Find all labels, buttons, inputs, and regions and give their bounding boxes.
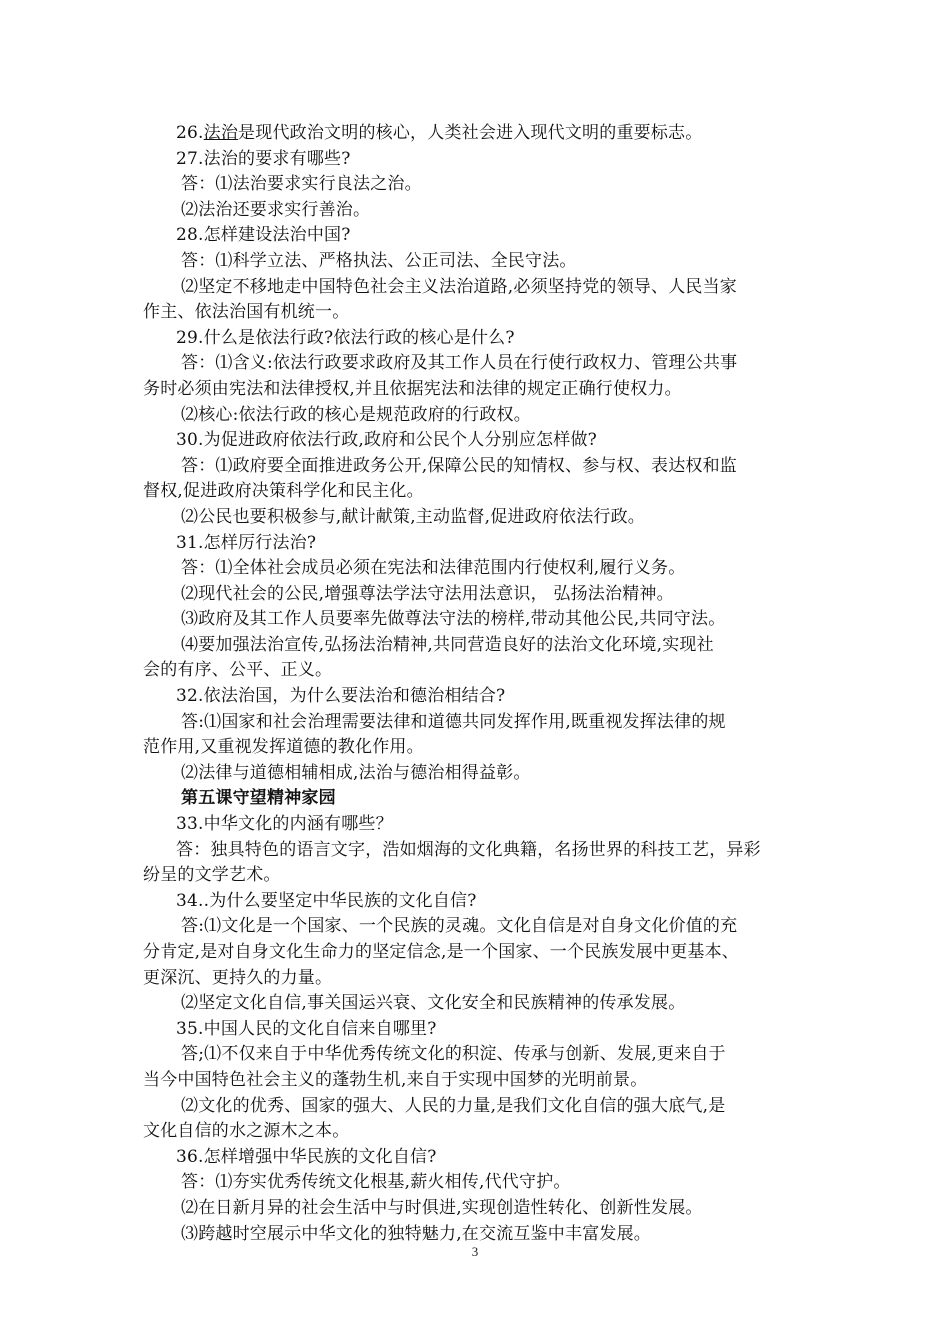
answer-line: ⑵公民也要积极参与,献计献策,主动监督,促进政府依法行政。	[181, 506, 646, 527]
question-line: 28.怎样建设法治中国?	[176, 225, 351, 246]
answer-line: 作主、依法治国有机统一。	[143, 302, 350, 323]
answer-line: 答：⑴科学立法、严格执法、公正司法、全民守法。	[181, 250, 577, 271]
answer-line: 答：⑴政府要全面推进政务公开,保障公民的知情权、参与权、表达权和监	[181, 455, 738, 476]
answer-line: ⑵核心:依法行政的核心是规范政府的行政权。	[181, 404, 531, 425]
question-line: 34..为什么要坚定中华民族的文化自信?	[176, 890, 477, 911]
answer-line: 会的有序、公平、正义。	[143, 660, 333, 681]
answer-line: 务时必须由宪法和法律授权,并且依据宪法和法律的规定正确行使权力。	[143, 378, 682, 399]
question-text: 是现代政治文明的核心，人类社会进入现代文明的重要标志。	[238, 123, 703, 143]
answer-line: 答：独具特色的语言文字，浩如烟海的文化典籍，名扬世界的科技工艺，异彩	[176, 839, 761, 860]
question-line: 27.法治的要求有哪些?	[176, 148, 351, 169]
question-line: 33.中华文化的内涵有哪些？	[176, 814, 393, 835]
answer-line: 答;⑴不仅来自于中华优秀传统文化的积淀、传承与创新、发展,更来自于	[181, 1044, 726, 1065]
answer-line: 范作用,又重视发挥道德的教化作用。	[143, 737, 424, 758]
text-body	[143, 121, 813, 1247]
answer-line: 答：⑴含义:依法行政要求政府及其工作人员在行使行政权力、管理公共事	[181, 353, 738, 374]
answer-line: ⑶跨越时空展示中华文化的独特魅力,在交流互鉴中丰富发展。	[181, 1223, 652, 1244]
answer-line: 分肯定,是对自身文化生命力的坚定信念,是一个国家、一个民族发展中更基本、	[143, 942, 740, 962]
answer-line: ⑵在日新月异的社会生活中与时俱进,实现创造性转化、创新性发展。	[181, 1197, 703, 1218]
answer-line: ⑵坚定不移地走中国特色社会主义法治道路,必须坚持党的领导、人民当家	[181, 276, 738, 297]
answer-line: 文化自信的水之源木之本。	[143, 1121, 350, 1142]
answer-line: 答:⑴文化是一个国家、一个民族的灵魂。文化自信是对自身文化价值的充	[181, 916, 738, 937]
page-number: 3	[471, 1244, 479, 1259]
answer-line: 答：⑴夯实优秀传统文化根基,薪火相传,代代守护。	[181, 1172, 571, 1193]
question-line: 29.什么是依法行政?依法行政的核心是什么?	[176, 327, 515, 348]
answer-line: ⑵法治还要求实行善治。	[181, 199, 371, 220]
answer-line: 答:⑴国家和社会治理需要法律和道德共同发挥作用,既重视发挥法律的规	[181, 711, 726, 732]
question-26-line	[143, 121, 813, 147]
answer-line: 纷呈的文学艺术。	[143, 865, 281, 886]
answer-line: ⑵法律与道德相辅相成,法治与德治相得益彰。	[181, 762, 531, 783]
answer-line: 答：⑴全体社会成员必须在宪法和法律范围内行使权利,履行义务。	[181, 558, 686, 579]
answer-line: ⑷要加强法治宣传,弘扬法治精神,共同营造良好的法治文化环境,实现社	[181, 634, 714, 655]
answer-line: 当今中国特色社会主义的蓬勃生机,来自于实现中国梦的光明前景。	[143, 1069, 648, 1090]
answer-line: 督权,促进政府决策科学化和民主化。	[143, 481, 424, 502]
question-number: 26.	[176, 123, 204, 143]
section-heading: 第五课守望精神家园	[181, 788, 336, 809]
question-line: 32.依法治国，为什么要法治和德治相结合?	[176, 686, 506, 707]
question-line: 35.中国人民的文化自信来自哪里?	[176, 1018, 437, 1039]
answer-line: ⑵现代社会的公民,增强尊法学法守法用法意识， 弘扬法治精神。	[181, 583, 674, 604]
answer-line: ⑶政府及其工作人员要率先做尊法守法的榜样,带动其他公民,共同守法。	[181, 609, 726, 630]
answer-line: ⑵文化的优秀、国家的强大、人民的力量,是我们文化自信的强大底气,是	[181, 1095, 726, 1116]
question-line: 31.怎样厉行法治?	[176, 532, 317, 553]
answer-line: 答：⑴法治要求实行良法之治。	[181, 174, 422, 195]
answer-line: 更深沉、更持久的力量。	[143, 967, 333, 988]
question-line: 30.为促进政府依法行政,政府和公民个人分别应怎样做?	[176, 430, 597, 451]
question-line: 36.怎样增强中华民族的文化自信?	[176, 1146, 437, 1167]
answer-line: ⑵坚定文化自信,事关国运兴衰、文化安全和民族精神的传承发展。	[181, 993, 686, 1014]
underlined-term: 法治	[203, 123, 239, 143]
